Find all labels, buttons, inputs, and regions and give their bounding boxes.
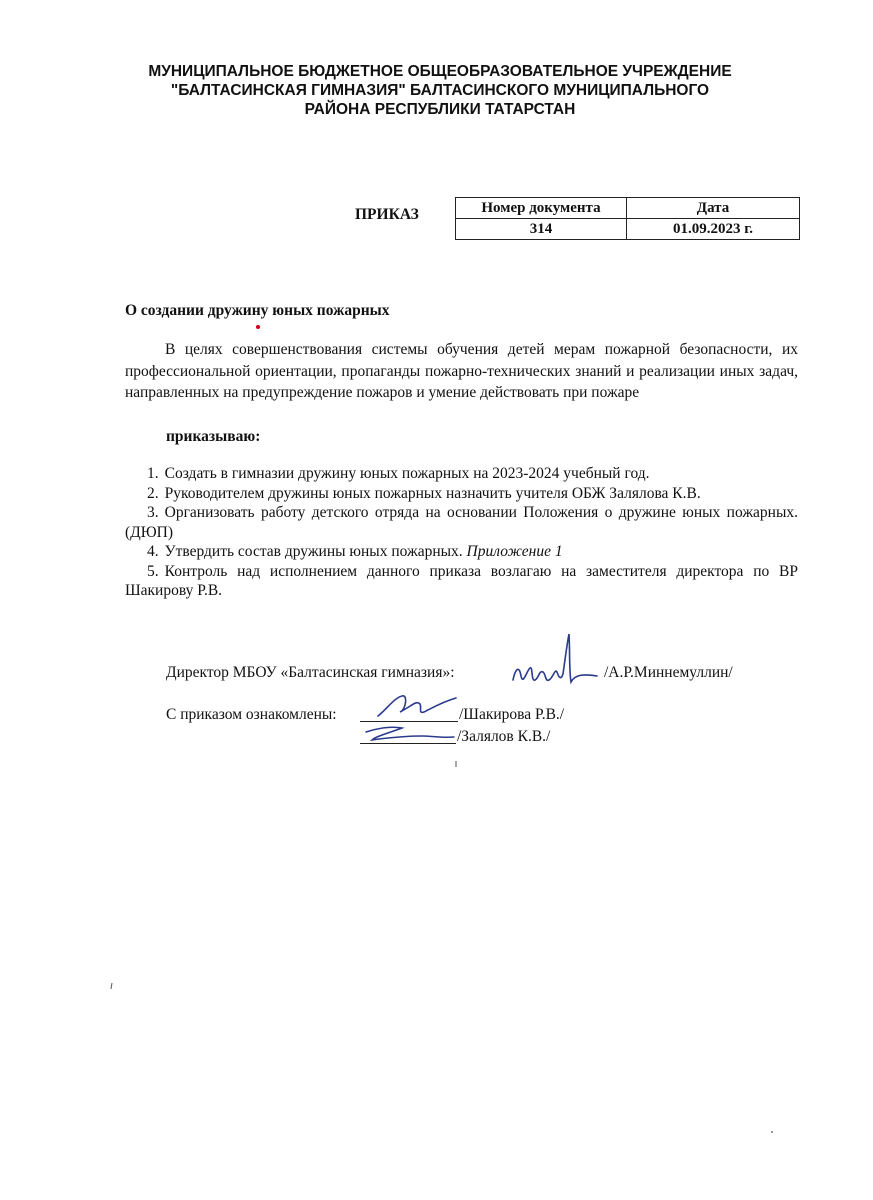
order-directive: приказываю:	[166, 428, 261, 445]
red-mark-icon	[255, 324, 261, 330]
document-number: 314	[456, 219, 627, 240]
org-line-1: МУНИЦИПАЛЬНОЕ БЮДЖЕТНОЕ ОБЩЕОБРАЗОВАТЕЛЬНОЕ УЧРЕЖДЕНИЕ	[148, 63, 732, 80]
organization-header	[100, 62, 780, 119]
item-text: Контроль над исполнением данного приказа возлагаю на заместителя директора по ВР Шакирову Р.В.	[125, 562, 798, 599]
acknowledged-label: С приказом ознакомлены:	[166, 706, 337, 723]
scan-speck-icon	[770, 1130, 774, 1134]
item-text: Создать в гимназии дружину юных пожарных на 2023-2024 учебный год.	[164, 465, 650, 482]
director-signature-icon	[505, 630, 600, 692]
item-number: 2.	[147, 484, 159, 502]
item-number: 1.	[147, 465, 159, 482]
director-name: /А.Р.Миннемуллин/	[604, 664, 733, 681]
order-title: ПРИКАЗ	[355, 206, 419, 223]
org-line-3: РАЙОНА РЕСПУБЛИКИ ТАТАРСТАН	[304, 101, 576, 118]
number-header: Номер документа	[456, 198, 627, 219]
item-text: Утвердить состав дружины юных пожарных.	[164, 543, 463, 560]
appendix-reference: Приложение 1	[466, 543, 563, 560]
document-info-table	[455, 197, 800, 240]
document-date: 01.09.2023 г.	[627, 219, 800, 240]
scan-speck-icon	[110, 982, 114, 990]
item-number: 4.	[147, 543, 159, 560]
scan-speck-icon	[454, 760, 458, 768]
date-header: Дата	[627, 198, 800, 219]
item-text: Руководителем дружины юных пожарных назначить учителя ОБЖ Залялова К.В.	[164, 484, 701, 502]
order-subject: О создании дружину юных пожарных	[125, 302, 390, 319]
ack-name-shakirova: /Шакирова Р.В./	[459, 706, 565, 723]
ack-name-zalyalov: /Залялов К.В./	[457, 728, 551, 745]
zalyalov-signature-icon	[362, 722, 457, 746]
item-text: Организовать работу детского отряда на основании Положения о дружине юных пожарных. (ДЮП)	[125, 504, 798, 541]
shakirova-signature-icon	[372, 690, 462, 724]
item-number: 5.	[147, 562, 159, 580]
intro-paragraph: В целях совершенствования системы обучения детей мерам пожарной безопасности, их профессиональной ориентации, пропаганды пожарно-технических знаний и реализации иных задач, направленных на предупреждение пожаров и умение действовать при пожаре	[125, 341, 798, 401]
director-label: Директор МБОУ «Балтасинская гимназия»:	[166, 664, 455, 681]
order-items-list	[125, 464, 798, 601]
org-line-2: "БАЛТАСИНСКАЯ ГИМНАЗИЯ" БАЛТАСИНСКОГО МУНИЦИПАЛЬНОГО	[170, 82, 710, 99]
item-number: 3.	[147, 504, 159, 521]
list-item	[125, 542, 798, 562]
list-item	[125, 503, 798, 542]
list-item	[125, 484, 798, 504]
list-item	[125, 562, 798, 601]
list-item	[125, 464, 798, 484]
